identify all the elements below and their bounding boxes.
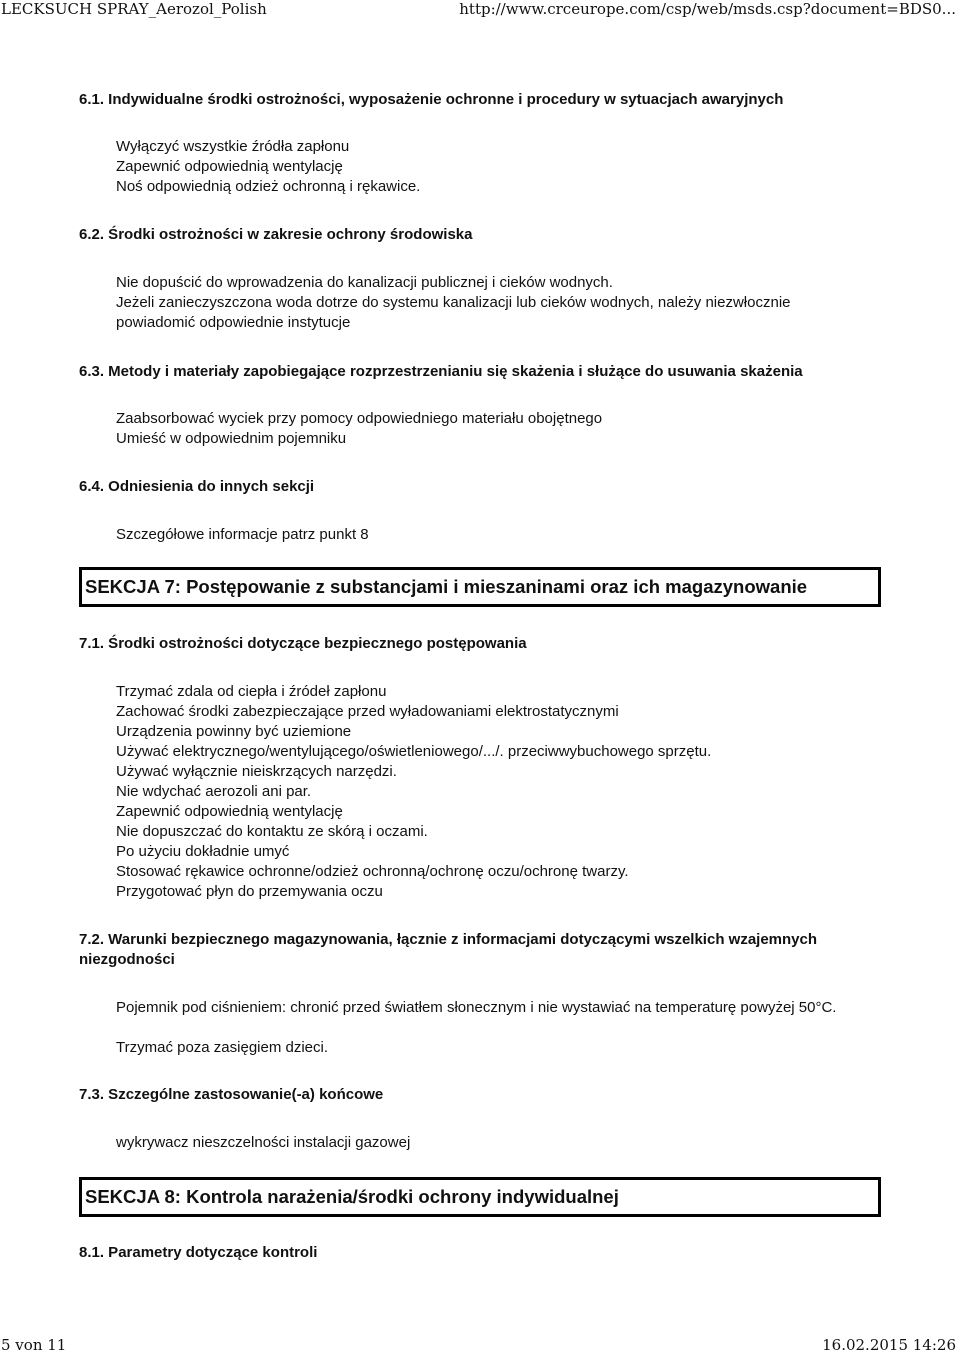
text-line: Noś odpowiednią odzież ochronną i rękawice. [116, 178, 421, 195]
text-line: Przygotować płyn do przemywania oczu [116, 883, 383, 900]
text-line: Szczegółowe informacje patrz punkt 8 [116, 526, 369, 543]
section-heading-6-4: 6.4. Odniesienia do innych sekcji [79, 478, 315, 495]
section-heading-6-1: 6.1. Indywidualne środki ostrożności, wyposażenie ochronne i procedury w sytuacjach awaryjnych [79, 91, 784, 108]
text-line: Trzymać poza zasięgiem dzieci. [116, 1039, 329, 1056]
text-line: Zapewnić odpowiednią wentylację [116, 803, 343, 820]
text-line: Zaabsorbować wyciek przy pomocy odpowiedniego materiału obojętnego [116, 410, 603, 427]
text-line: Wyłączyć wszystkie źródła zapłonu [116, 138, 350, 155]
page-header-title: LECKSUCH SPRAY_Aerozol_Polish [1, 0, 267, 18]
text-line: Nie dopuścić do wprowadzenia do kanalizacji publicznej i cieków wodnych. [116, 274, 613, 291]
page-number: 5 von 11 [1, 1336, 67, 1354]
text-line: Zachować środki zabezpieczające przed wyładowaniami elektrostatycznymi [116, 703, 619, 720]
text-line: Po użyciu dokładnie umyć [116, 843, 290, 860]
section-heading-7-3: 7.3. Szczególne zastosowanie(-a) końcowe [79, 1086, 384, 1103]
section-heading-8-1: 8.1. Parametry dotyczące kontroli [79, 1244, 318, 1261]
section-7-banner: SEKCJA 7: Postępowanie z substancjami i mieszaninami oraz ich magazynowanie [79, 567, 881, 607]
text-line: Nie wdychać aerozoli ani par. [116, 783, 312, 800]
text-line: Używać wyłącznie nieiskrzących narzędzi. [116, 763, 397, 780]
section-heading-7-2: 7.2. Warunki bezpiecznego magazynowania, łącznie z informacjami dotyczącymi wszelkich wzajemnych niezgodności [79, 931, 818, 968]
text-line: Używać elektrycznego/wentylującego/oświetleniowego/.../. przeciwwybuchowego sprzętu. [116, 743, 712, 760]
text-paragraph: Jeżeli zanieczyszczona woda dotrze do systemu kanalizacji lub cieków wodnych, należy niezwłocznie powiadomić odpowiednie instytucje [116, 294, 791, 331]
text-line: Nie dopuszczać do kontaktu ze skórą i oczami. [116, 823, 428, 840]
text-line: Trzymać zdala od ciepła i źródeł zapłonu [116, 683, 387, 700]
text-line: Stosować rękawice ochronne/odzież ochronną/ochronę oczu/ochronę twarzy. [116, 863, 629, 880]
page-header-url: http://www.crceurope.com/csp/web/msds.csp?document=BDS0... [459, 0, 956, 18]
text-line: wykrywacz nieszczelności instalacji gazowej [116, 1134, 411, 1151]
text-line: Umieść w odpowiednim pojemniku [116, 430, 347, 447]
section-heading-7-1: 7.1. Środki ostrożności dotyczące bezpiecznego postępowania [79, 635, 527, 652]
section-heading-6-2: 6.2. Środki ostrożności w zakresie ochrony środowiska [79, 226, 473, 243]
section-8-banner: SEKCJA 8: Kontrola narażenia/środki ochrony indywidualnej [79, 1177, 881, 1217]
section-heading-6-3: 6.3. Metody i materiały zapobiegające rozprzestrzenianiu się skażenia i służące do usuwania skażenia [79, 363, 803, 380]
print-timestamp: 16.02.2015 14:26 [822, 1336, 956, 1354]
text-line: Zapewnić odpowiednią wentylację [116, 158, 343, 175]
text-line: Urządzenia powinny być uziemione [116, 723, 352, 740]
text-paragraph: Pojemnik pod ciśnieniem: chronić przed światłem słonecznym i nie wystawiać na temperaturę powyżej 50°C. [116, 999, 837, 1016]
